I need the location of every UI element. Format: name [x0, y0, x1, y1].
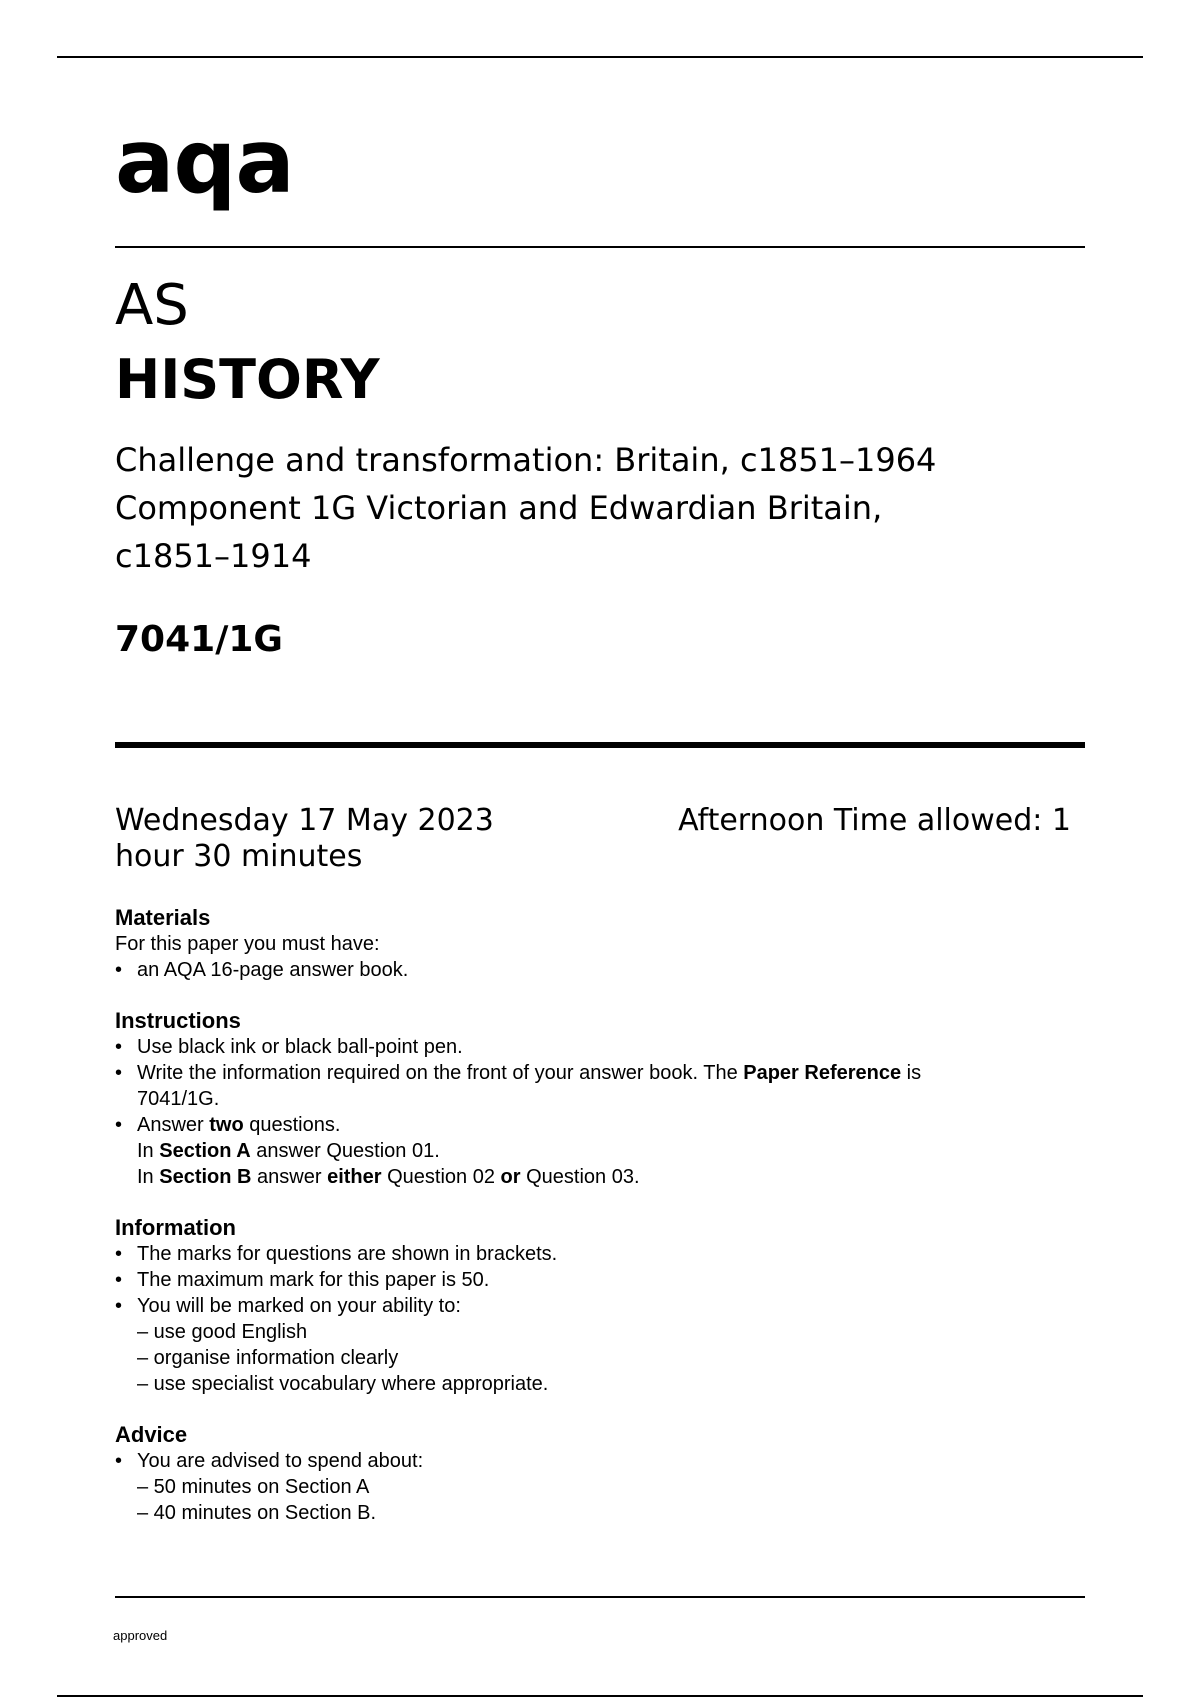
information-subitem: – use specialist vocabulary where appropriate. — [137, 1373, 549, 1395]
exam-date: Wednesday 17 May 2023 — [115, 803, 494, 838]
aqa-logo: aqa — [115, 110, 294, 213]
header-rule — [115, 246, 1085, 248]
instruction-item: • Answer two questions. — [115, 1112, 1075, 1138]
information-subitem: – use good English — [137, 1321, 308, 1343]
instructions-heading: Instructions — [115, 1008, 241, 1033]
advice-heading: Advice — [115, 1422, 188, 1447]
instruction-sections — [115, 904, 1075, 1550]
information-heading: Information — [115, 1215, 236, 1240]
paper-title-line: Challenge and transformation: Britain, c1851–1964 — [115, 441, 937, 479]
advice-subitem: – 50 minutes on Section A — [137, 1476, 370, 1498]
paper-title-line: c1851–1914 — [115, 537, 312, 575]
bottom-border-rule — [57, 1695, 1143, 1697]
materials-item: • an AQA 16-page answer book. — [115, 957, 1075, 983]
paper-title — [115, 436, 1015, 580]
paper-code: 7041/1G — [115, 619, 283, 660]
thick-divider-rule — [115, 742, 1085, 748]
advice-item: • You are advised to spend about: — [115, 1448, 1075, 1474]
advice-subitem: – 40 minutes on Section B. — [137, 1502, 377, 1524]
subject-title: HISTORY — [115, 348, 380, 411]
top-border-rule — [57, 56, 1143, 58]
instruction-subline: In Section B answer either Question 02 or Question 03. — [137, 1166, 640, 1188]
instruction-item: • Write the information required on the front of your answer book. The Paper Reference is 7041/1G. — [115, 1060, 1075, 1112]
footer-rule — [115, 1596, 1085, 1598]
information-subitem: – organise information clearly — [137, 1347, 399, 1369]
information-item: • The marks for questions are shown in brackets. — [115, 1241, 1075, 1267]
instruction-item: • Use black ink or black ball-point pen. — [115, 1034, 1075, 1060]
exam-duration: hour 30 minutes — [115, 839, 363, 874]
instruction-subline: In Section A answer Question 01. — [137, 1140, 440, 1162]
information-item: • You will be marked on your ability to: — [115, 1293, 1075, 1319]
materials-heading: Materials — [115, 905, 211, 930]
exam-session-time: Afternoon Time allowed: 1 — [678, 803, 1071, 838]
qualification-level: AS — [115, 273, 189, 338]
paper-title-line: Component 1G Victorian and Edwardian Britain, — [115, 489, 883, 527]
footer-approved-text: approved — [113, 1628, 168, 1643]
materials-intro: For this paper you must have: — [115, 933, 380, 955]
information-item: • The maximum mark for this paper is 50. — [115, 1267, 1075, 1293]
advice-section — [115, 1421, 1075, 1526]
instructions-section — [115, 1007, 1075, 1190]
materials-section — [115, 904, 1075, 983]
exam-schedule — [115, 803, 1095, 875]
information-section — [115, 1214, 1075, 1397]
